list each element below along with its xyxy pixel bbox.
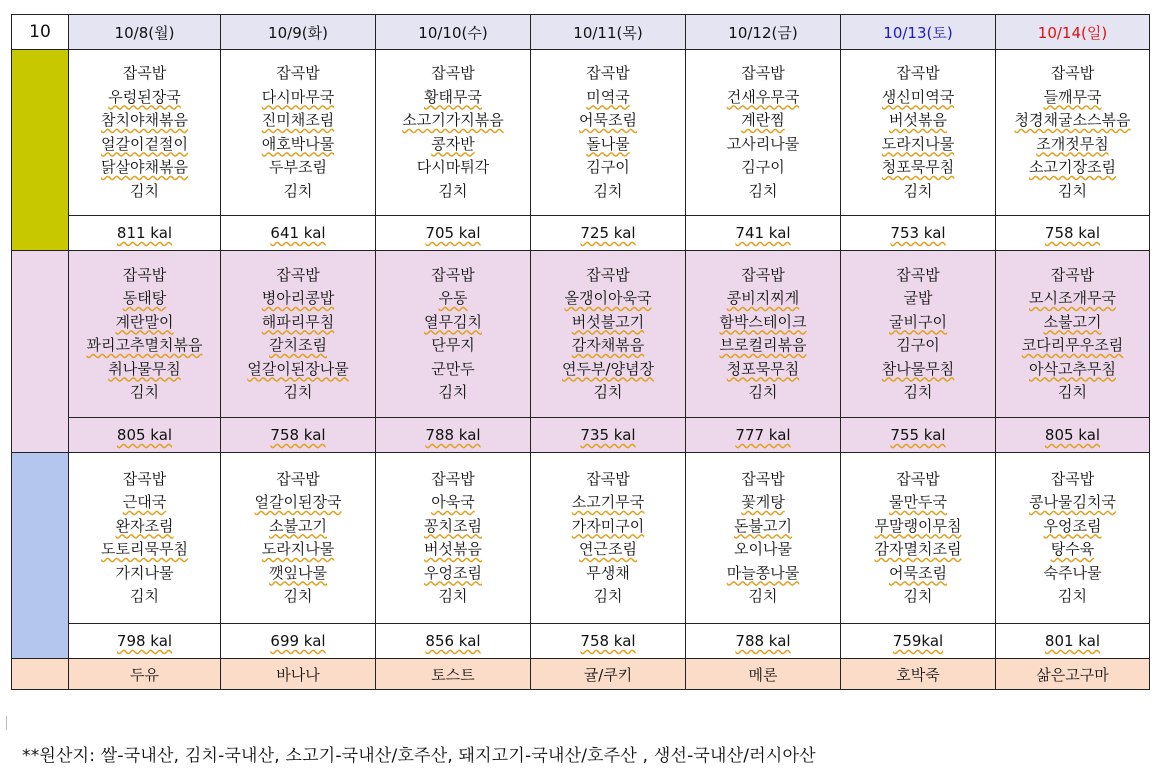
menu-item: 들깨무국 <box>1043 87 1102 106</box>
margin-marker <box>6 716 7 730</box>
calorie-value <box>996 216 1150 251</box>
menu-item: 굴비구이 <box>889 312 947 331</box>
menu-item: 아삭고추무침 <box>1029 359 1116 378</box>
menu-item: 동태탕 <box>122 289 167 307</box>
menu-item: 가자미구이 <box>571 516 645 535</box>
calorie-value <box>996 624 1150 659</box>
calorie-value <box>841 418 996 453</box>
calorie-value <box>69 624 221 659</box>
lunch-menu-cell <box>221 251 376 418</box>
menu-item: 소고기무국 <box>571 493 645 511</box>
menu-item: 잡곡밥 <box>586 64 630 82</box>
dinner-menu-cell <box>69 453 221 624</box>
menu-item: 잡곡밥 <box>122 469 167 488</box>
menu-item: 소불고기 <box>1043 312 1102 331</box>
menu-item-list <box>531 264 685 405</box>
calorie-value <box>686 216 841 251</box>
menu-item: 콩나물김치국 <box>1029 493 1116 511</box>
menu-item: 애호박나물 <box>261 134 335 153</box>
menu-item: 잡곡밥 <box>741 469 785 488</box>
calorie-value <box>841 216 996 251</box>
calorie-text: 805 kal <box>1044 426 1101 444</box>
menu-item: 잡곡밥 <box>896 469 940 488</box>
menu-item: 잡곡밥 <box>122 265 167 284</box>
menu-item: 무생채 <box>586 563 630 582</box>
menu-item: 김치 <box>593 587 623 605</box>
menu-item: 해파리무침 <box>261 312 335 331</box>
menu-item: 연근조림 <box>579 540 637 558</box>
menu-item: 김치 <box>130 587 159 605</box>
menu-item: 오이나물 <box>734 540 792 558</box>
breakfast-menu-cell <box>686 50 841 216</box>
calorie-text: 856 kal <box>425 632 481 650</box>
menu-item: 잡곡밥 <box>586 265 630 284</box>
calorie-text: 788 kal <box>735 632 791 650</box>
menu-item: 김치 <box>748 587 778 605</box>
calorie-text: 753 kal <box>890 224 946 242</box>
menu-item: 김치 <box>438 587 468 605</box>
menu-item: 김치 <box>593 181 623 200</box>
menu-item-list <box>69 468 220 609</box>
menu-item: 얼갈이된장나물 <box>247 359 349 378</box>
menu-item: 감자채볶음 <box>571 336 645 354</box>
menu-item: 잡곡밥 <box>276 265 320 284</box>
menu-item: 잡곡밥 <box>431 265 475 284</box>
menu-item: 진미채조림 <box>261 111 335 129</box>
menu-item: 모시조개무국 <box>1029 289 1116 307</box>
calorie-value <box>69 216 221 251</box>
calorie-text: 755 kal <box>890 426 946 444</box>
menu-item: 갈치조림 <box>269 336 327 354</box>
menu-item: 소불고기 <box>269 516 327 535</box>
calorie-text: 725 kal <box>580 224 636 242</box>
menu-item: 김치 <box>748 181 778 200</box>
menu-item: 잡곡밥 <box>586 469 630 488</box>
menu-item: 김치 <box>1058 383 1087 401</box>
calorie-value <box>686 624 841 659</box>
menu-item: 연두부/양념장 <box>562 359 654 378</box>
dinner-calorie-row <box>12 624 1150 659</box>
day-header-tue: 10/9(화) <box>221 15 376 50</box>
calorie-text: 777 kal <box>735 426 791 444</box>
breakfast-menu-cell <box>996 50 1150 216</box>
menu-item: 돈불고기 <box>734 516 792 535</box>
menu-item: 잡곡밥 <box>1050 265 1095 284</box>
menu-item: 도라지나물 <box>261 540 335 558</box>
menu-item: 김치 <box>283 181 313 200</box>
snack-cell: 바나나 <box>221 659 376 690</box>
menu-item: 계란찜 <box>741 111 785 129</box>
menu-item: 아욱국 <box>431 493 475 511</box>
calorie-value <box>841 624 996 659</box>
menu-item: 병아리콩밥 <box>261 289 335 307</box>
menu-item: 잡곡밥 <box>431 64 475 82</box>
menu-item-list <box>531 468 685 609</box>
menu-item: 버섯불고기 <box>571 312 645 331</box>
menu-item: 잡곡밥 <box>431 469 475 488</box>
calorie-value <box>531 624 686 659</box>
header-row <box>12 15 1150 50</box>
menu-item: 콩자반 <box>431 134 475 153</box>
menu-item: 감자멸치조림 <box>874 540 962 558</box>
day-header-wed: 10/10(수) <box>376 15 531 50</box>
calorie-value <box>221 418 376 453</box>
calorie-text: 798 kal <box>116 632 173 650</box>
menu-item: 김치 <box>1058 181 1087 200</box>
calorie-text: 699 kal <box>270 632 326 650</box>
calorie-text: 735 kal <box>580 426 636 444</box>
menu-item-list <box>686 62 840 203</box>
menu-item: 함박스테이크 <box>719 312 807 331</box>
calorie-value <box>376 216 531 251</box>
calorie-text: 758 kal <box>270 426 326 444</box>
calorie-value <box>376 624 531 659</box>
menu-item: 청경채굴소스볶음 <box>1014 111 1131 129</box>
menu-item: 잡곡밥 <box>896 265 940 284</box>
menu-item: 김치 <box>130 181 159 200</box>
menu-item: 우렁된장국 <box>108 87 181 106</box>
menu-item: 참치야채볶음 <box>101 111 188 129</box>
menu-item: 꽈리고추멸치볶음 <box>86 336 203 354</box>
snack-cell: 토스트 <box>376 659 531 690</box>
menu-item: 콩비지찌게 <box>726 289 800 307</box>
menu-item-list <box>221 468 375 609</box>
calorie-text: 641 kal <box>270 224 326 242</box>
menu-item: 김구이 <box>896 336 940 354</box>
menu-item: 다시마튀각 <box>416 158 490 176</box>
calorie-text: 741 kal <box>735 224 791 242</box>
menu-item: 우엉조림 <box>424 563 482 582</box>
breakfast-menu-cell <box>221 50 376 216</box>
menu-item: 잡곡밥 <box>1050 64 1095 82</box>
week-number: 10 <box>12 15 69 50</box>
menu-item: 김구이 <box>586 158 630 176</box>
menu-item-list <box>686 264 840 405</box>
lunch-menu-cell <box>841 251 996 418</box>
calorie-value <box>69 418 221 453</box>
menu-item: 김치 <box>283 383 313 401</box>
menu-item: 청포묵무침 <box>881 158 955 176</box>
lunch-menu-cell <box>69 251 221 418</box>
menu-item: 단무지 <box>431 336 475 354</box>
menu-item: 고사리나물 <box>726 134 800 153</box>
menu-item-list <box>686 468 840 609</box>
menu-item: 취나물무침 <box>108 359 181 378</box>
weekly-meal-table <box>11 14 1150 690</box>
menu-item: 돌나물 <box>586 134 630 153</box>
menu-item: 완자조림 <box>115 516 174 535</box>
menu-item-list <box>841 62 995 203</box>
menu-item: 김치 <box>748 383 778 401</box>
calorie-text: 758 kal <box>1044 224 1101 242</box>
lunch-color-marker <box>12 251 69 453</box>
day-header-mon: 10/8(월) <box>69 15 221 50</box>
menu-item-list <box>841 468 995 609</box>
origin-footnote: **원산지: 쌀-국내산, 김치-국내산, 소고기-국내산/호주산, 돼지고기-국내산/호주산 , 생선-국내산/러시아산 <box>22 746 816 766</box>
calorie-text: 801 kal <box>1044 632 1101 650</box>
breakfast-menu-cell <box>841 50 996 216</box>
menu-item: 우엉조림 <box>1043 516 1102 535</box>
menu-item: 근대국 <box>122 493 167 511</box>
menu-item: 다시마무국 <box>261 87 335 106</box>
menu-item: 열무김치 <box>424 312 482 331</box>
calorie-value <box>221 624 376 659</box>
day-header-sun: 10/14(일) <box>996 15 1150 50</box>
menu-item: 미역국 <box>586 87 630 106</box>
menu-item: 얼갈이된장국 <box>254 493 342 511</box>
menu-item: 김치 <box>1058 587 1087 605</box>
calorie-text: 758 kal <box>580 632 636 650</box>
dinner-menu-cell <box>841 453 996 624</box>
menu-item: 버섯볶음 <box>889 111 947 129</box>
menu-item: 잡곡밥 <box>122 64 167 82</box>
calorie-text: 811 kal <box>116 224 173 242</box>
lunch-menu-cell <box>376 251 531 418</box>
menu-item: 우동 <box>438 289 468 307</box>
menu-item: 얼갈이겉절이 <box>101 134 188 153</box>
menu-item: 김치 <box>903 587 933 605</box>
calorie-value <box>996 418 1150 453</box>
snack-cell: 메론 <box>686 659 841 690</box>
menu-item: 잡곡밥 <box>276 469 320 488</box>
day-header-thu: 10/11(목) <box>531 15 686 50</box>
lunch-menu-cell <box>531 251 686 418</box>
dinner-menu-cell <box>996 453 1150 624</box>
breakfast-menu-cell <box>531 50 686 216</box>
lunch-row <box>12 251 1150 418</box>
menu-item-list <box>841 264 995 405</box>
menu-item-list <box>221 62 375 203</box>
menu-item: 청포묵무침 <box>726 359 800 378</box>
menu-item: 깻잎나물 <box>269 563 327 582</box>
menu-item: 소고기가지볶음 <box>402 111 504 129</box>
menu-item-list <box>221 264 375 405</box>
menu-item: 닭살야채볶음 <box>101 158 188 176</box>
snack-cell: 삶은고구마 <box>996 659 1150 690</box>
menu-item: 꽁치조림 <box>424 516 482 535</box>
menu-item: 잡곡밥 <box>276 64 320 82</box>
lunch-menu-cell <box>996 251 1150 418</box>
menu-item: 건새우무국 <box>726 87 800 106</box>
menu-item: 김치 <box>593 383 623 401</box>
menu-item: 소고기장조림 <box>1029 158 1116 176</box>
dinner-menu-cell <box>376 453 531 624</box>
dinner-color-marker <box>12 453 69 659</box>
calorie-value <box>376 418 531 453</box>
menu-item: 잡곡밥 <box>741 64 785 82</box>
menu-item: 도라지나물 <box>881 134 955 153</box>
menu-item: 조개젓무침 <box>1036 134 1109 153</box>
calorie-value <box>531 418 686 453</box>
menu-item: 김구이 <box>741 158 785 176</box>
calorie-text: 788 kal <box>425 426 481 444</box>
menu-item-list <box>69 264 220 405</box>
menu-item-list <box>376 62 530 203</box>
menu-item: 계란말이 <box>115 312 174 331</box>
menu-item-list <box>531 62 685 203</box>
menu-item: 잡곡밥 <box>741 265 785 284</box>
menu-item-list <box>996 264 1149 405</box>
breakfast-menu-cell <box>376 50 531 216</box>
menu-item: 꽃게탕 <box>741 493 785 511</box>
menu-item: 어묵조림 <box>889 563 947 582</box>
dinner-menu-cell <box>686 453 841 624</box>
menu-item: 굴밥 <box>903 289 933 307</box>
breakfast-menu-cell <box>69 50 221 216</box>
breakfast-color-marker <box>12 50 69 251</box>
calorie-value <box>686 418 841 453</box>
calorie-value <box>221 216 376 251</box>
menu-item: 생신미역국 <box>881 87 955 106</box>
calorie-value <box>531 216 686 251</box>
menu-item: 도토리묵무침 <box>101 540 188 558</box>
calorie-text: 759kal <box>892 632 944 650</box>
menu-item: 김치 <box>438 383 468 401</box>
menu-item: 김치 <box>283 587 313 605</box>
lunch-calorie-row <box>12 418 1150 453</box>
snack-cell: 귤/쿠키 <box>531 659 686 690</box>
menu-item: 군만두 <box>431 359 475 378</box>
snack-color-marker <box>12 659 69 690</box>
menu-item-list <box>69 62 220 203</box>
menu-item: 김치 <box>130 383 159 401</box>
breakfast-row <box>12 50 1150 216</box>
menu-item: 마늘쫑나물 <box>726 563 800 582</box>
menu-item-list <box>376 264 530 405</box>
menu-item: 황태무국 <box>424 87 482 106</box>
menu-item: 참나물무침 <box>881 359 955 378</box>
snack-row <box>12 659 1150 690</box>
dinner-menu-cell <box>221 453 376 624</box>
day-header-fri: 10/12(금) <box>686 15 841 50</box>
dinner-row <box>12 453 1150 624</box>
snack-cell: 호박죽 <box>841 659 996 690</box>
menu-item: 두부조림 <box>269 158 327 176</box>
day-header-sat: 10/13(토) <box>841 15 996 50</box>
menu-item: 숙주나물 <box>1043 563 1102 582</box>
menu-item: 어묵조림 <box>579 111 637 129</box>
menu-item: 무말랭이무침 <box>874 516 962 535</box>
menu-item: 탕수육 <box>1050 540 1095 558</box>
menu-item: 김치 <box>903 181 933 200</box>
menu-item: 김치 <box>438 181 468 200</box>
lunch-menu-cell <box>686 251 841 418</box>
menu-item: 코다리무우조림 <box>1021 336 1124 354</box>
calorie-text: 705 kal <box>425 224 481 242</box>
menu-item: 잡곡밥 <box>1050 469 1095 488</box>
dinner-menu-cell <box>531 453 686 624</box>
menu-item: 잡곡밥 <box>896 64 940 82</box>
menu-item: 물만두국 <box>889 493 947 511</box>
menu-item-list <box>996 468 1149 609</box>
menu-item: 브로컬리볶음 <box>719 336 807 354</box>
calorie-text: 805 kal <box>116 426 173 444</box>
breakfast-calorie-row <box>12 216 1150 251</box>
menu-item-list <box>996 62 1149 203</box>
menu-item-list <box>376 468 530 609</box>
snack-cell: 두유 <box>69 659 221 690</box>
menu-item: 버섯볶음 <box>424 540 482 558</box>
menu-item: 가지나물 <box>115 563 174 582</box>
menu-item: 김치 <box>903 383 933 401</box>
menu-item: 올갱이아욱국 <box>564 289 652 307</box>
